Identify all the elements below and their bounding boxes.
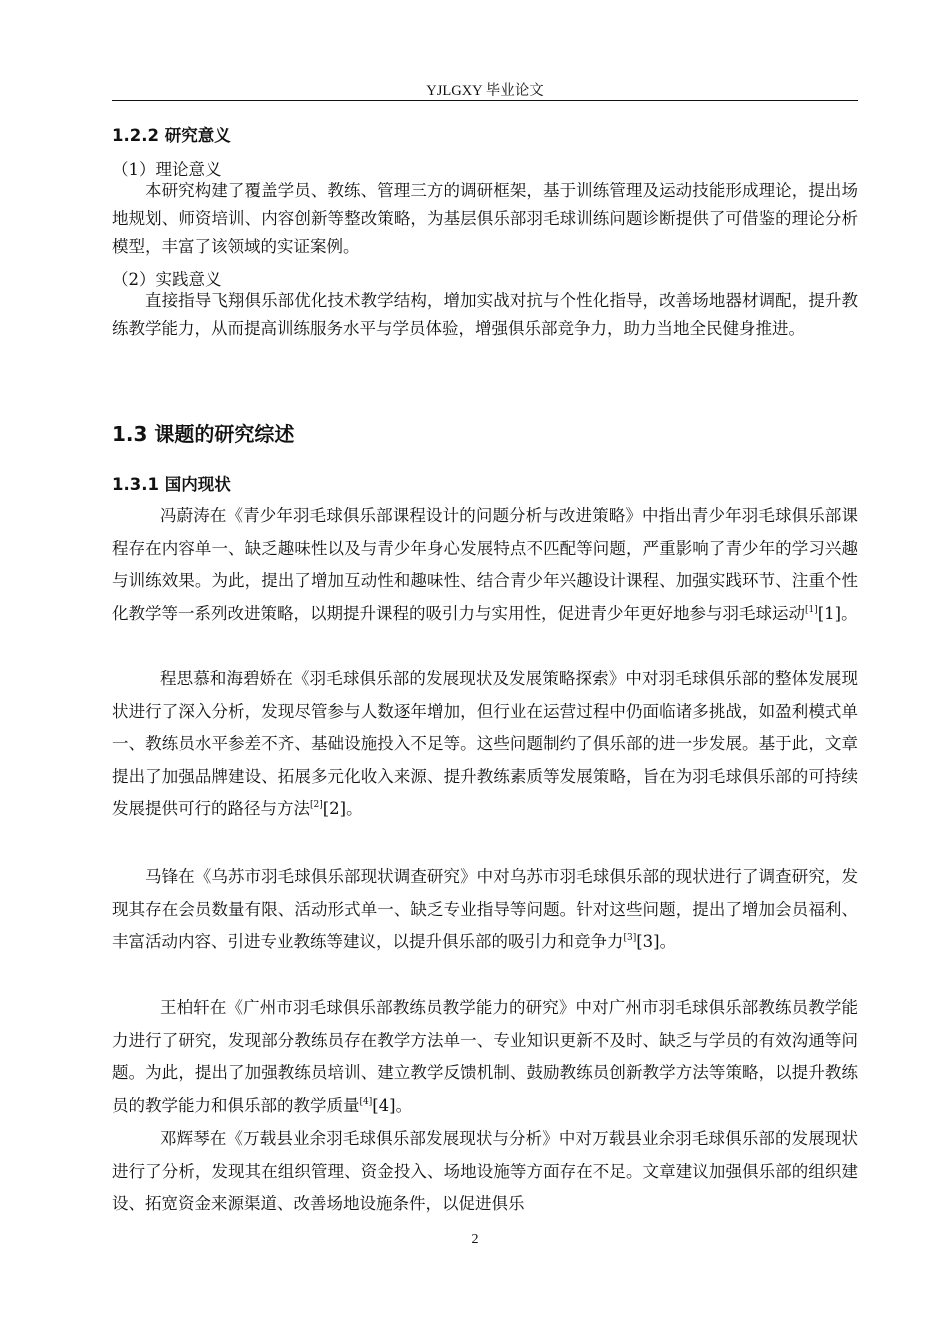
citation-superscript-1: [1] xyxy=(805,604,818,615)
citation-ref-2: [2]。 xyxy=(322,799,363,818)
section-heading-1-3-1: 1.3.1 国内现状 xyxy=(112,475,231,494)
page-number: 2 xyxy=(471,1232,479,1247)
practice-significance-label: （2）实践意义 xyxy=(112,270,222,289)
review-paragraph-2 xyxy=(112,663,858,826)
citation-superscript-4: [4] xyxy=(359,1096,373,1107)
section-heading-1-2-2: 1.2.2 研究意义 xyxy=(112,126,231,145)
review-paragraph-5: 邓辉琴在《万载县业余羽毛球俱乐部发展现状与分析》中对万载县业余羽毛球俱乐部的发展现状进行了分析，发现其在组织管理、资金投入、场地设施等方面存在不足。文章建议加强俱乐部的组织建设、拓宽资金来源渠道、改善场地设施条件，以促进俱乐 xyxy=(112,1129,858,1213)
theory-significance-label: （1）理论意义 xyxy=(112,160,222,179)
review-paragraph-1 xyxy=(112,500,858,630)
review-paragraph-1-text: 冯蔚涛在《青少年羽毛球俱乐部课程设计的问题分析与改进策略》中指出青少年羽毛球俱乐部课程存在内容单一、缺乏趣味性以及与青少年身心发展特点不匹配等问题，严重影响了青少年的学习兴趣与训练效果。为此，提出了增加互动性和趣味性、结合青少年兴趣设计课程、加强实践环节、注重个性化教学等一系列改进策略，以期提升课程的吸引力与实用性，促进青少年更好地参与羽毛球运动 xyxy=(112,506,858,623)
section-heading-1-3: 1.3 课题的研究综述 xyxy=(112,422,295,446)
running-header: YJLGXY 毕业论文 xyxy=(426,83,544,99)
citation-ref-1: [1]。 xyxy=(817,603,858,623)
header-rule xyxy=(112,100,858,101)
review-paragraph-3-text: 马锋在《乌苏市羽毛球俱乐部现状调查研究》中对乌苏市羽毛球俱乐部的现状进行了调查研究，发现其存在会员数量有限、活动形式单一、缺乏专业指导等问题。针对这些问题，提出了增加会员福利、丰富活动内容、引进专业教练等建议，以提升俱乐部的吸引力和竞争力 xyxy=(112,867,858,951)
citation-ref-3: [3]。 xyxy=(636,932,677,951)
citation-superscript-3: [3] xyxy=(623,933,637,943)
review-paragraph-4-text: 王柏轩在《广州市羽毛球俱乐部教练员教学能力的研究》中对广州市羽毛球俱乐部教练员教学能力进行了研究，发现部分教练员存在教学方法单一、专业知识更新不及时、缺乏与学员的有效沟通等问题。为此，提出了加强教练员培训、建立教学反馈机制、鼓励教练员创新教学方法等策略，以提升教练员的教学能力和俱乐部的教学质量 xyxy=(112,998,858,1115)
practice-significance-text: 直接指导飞翔俱乐部优化技术教学结构，增加实战对抗与个性化指导，改善场地器材调配，提升教练教学能力，从而提高训练服务水平与学员体验，增强俱乐部竞争力，助力当地全民健身推进。 xyxy=(112,291,858,338)
theory-significance-text: 本研究构建了覆盖学员、教练、管理三方的调研框架，基于训练管理及运动技能形成理论，提出场地规划、师资培训、内容创新等整改策略，为基层俱乐部羽毛球训练问题诊断提供了可借鉴的理论分析模型，丰富了该领域的实证案例。 xyxy=(112,181,858,256)
review-paragraph-2-text: 程思慕和海碧娇在《羽毛球俱乐部的发展现状及发展策略探索》中对羽毛球俱乐部的整体发展现状进行了深入分析，发现尽管参与人数逐年增加，但行业在运营过程中仍面临诸多挑战，如盈利模式单一、教练员水平参差不齐、基础设施投入不足等。这些问题制约了俱乐部的进一步发展。基于此，文章提出了加强品牌建设、拓展多元化收入来源、提升教练素质等发展策略，旨在为羽毛球俱乐部的可持续发展提供可行的路径与方法 xyxy=(112,669,858,818)
review-paragraph-3 xyxy=(112,861,858,959)
citation-superscript-2: [2] xyxy=(310,800,323,810)
citation-ref-4: [4]。 xyxy=(372,1095,413,1115)
review-paragraph-4 xyxy=(112,992,858,1122)
